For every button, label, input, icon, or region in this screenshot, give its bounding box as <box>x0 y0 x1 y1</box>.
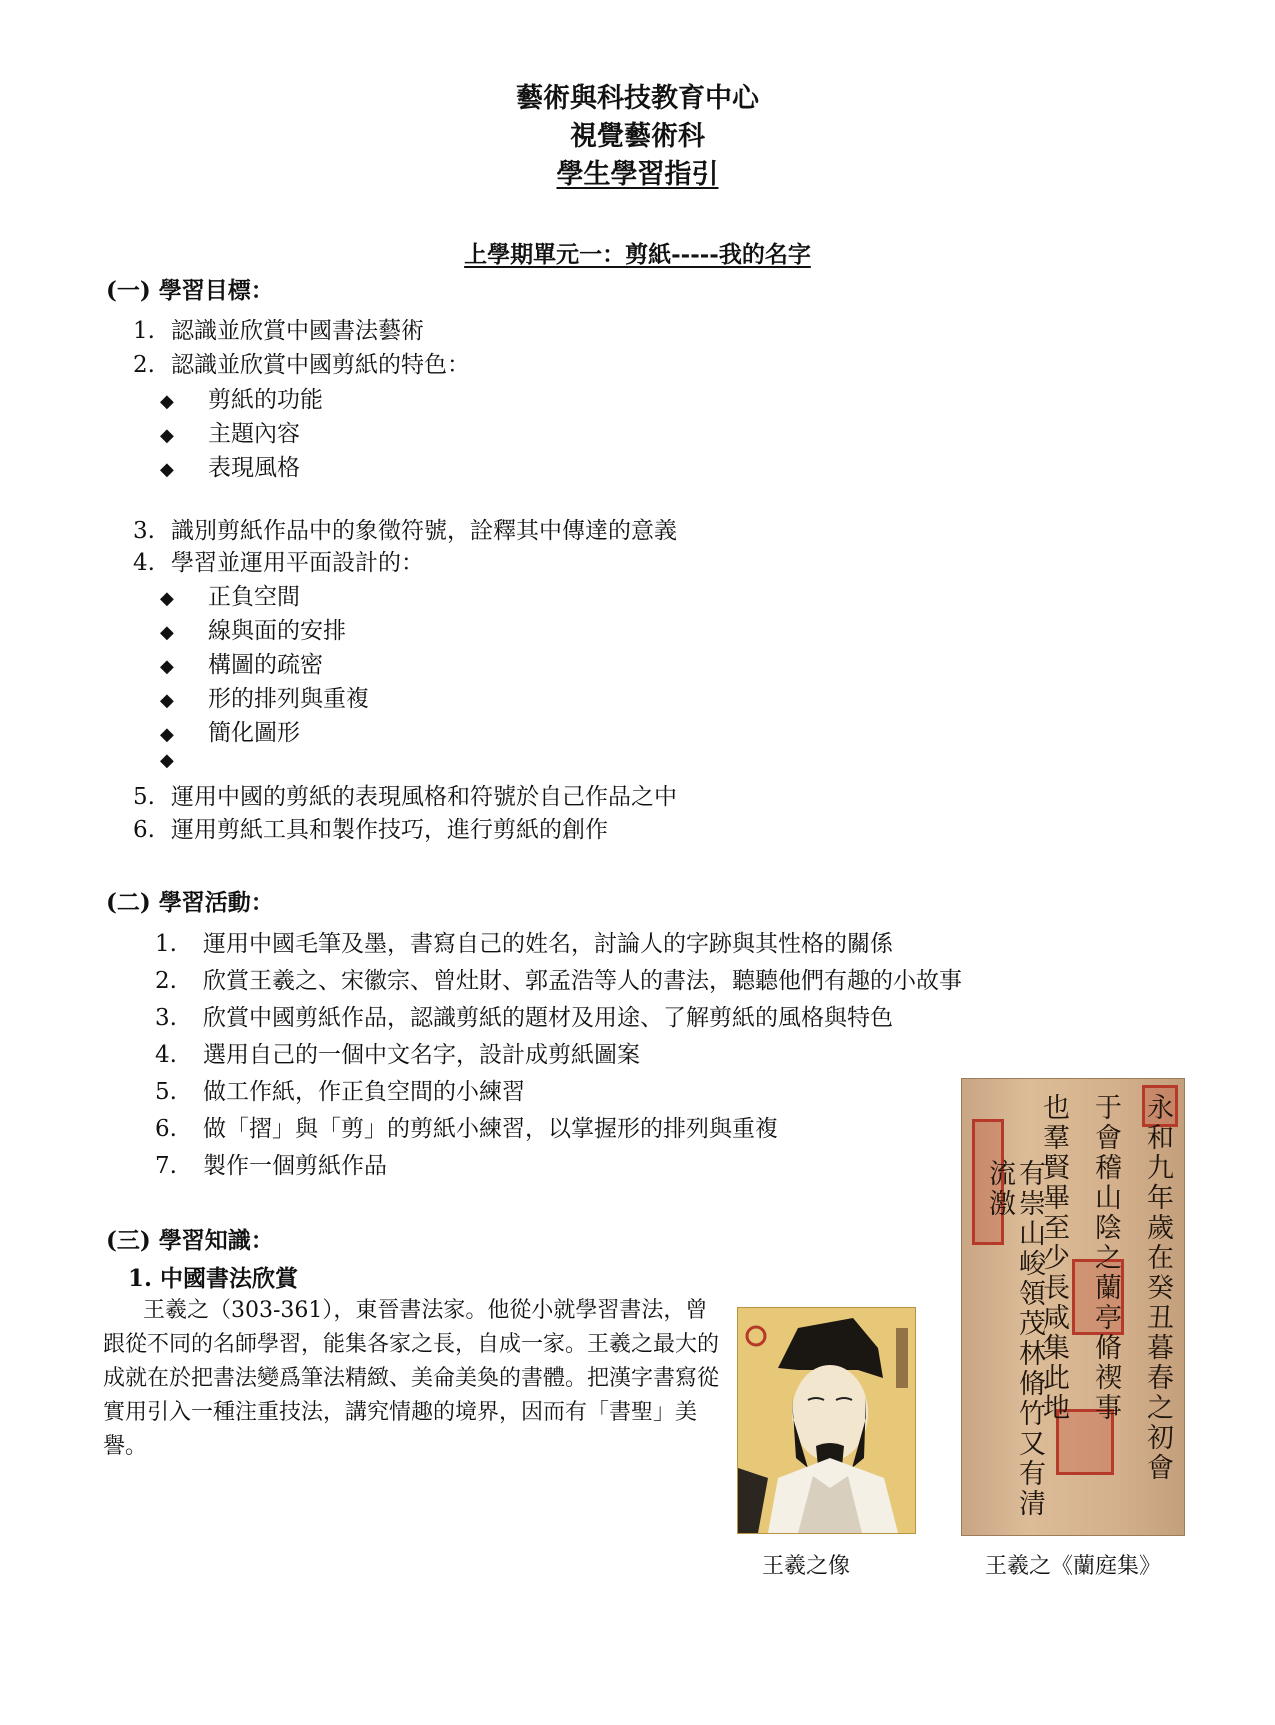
objective-bullet: ◆ 構圖的疏密 <box>160 652 323 678</box>
objective-bullet: ◆ 表現風格 <box>160 455 300 481</box>
objective-bullet: ◆ 主題內容 <box>160 421 300 447</box>
objectives-heading: (一) 學習目標： <box>106 277 274 304</box>
objective-bullet: ◆ 形的排列與重複 <box>160 686 369 712</box>
diamond-bullet-icon: ◆ <box>160 750 174 771</box>
activity-item: 6. 做「摺」與「剪」的剪紙小練習，以掌握形的排列與重複 <box>155 1116 778 1142</box>
activity-item: 4. 選用自己的一個中文名字，設計成剪紙圖案 <box>155 1042 640 1068</box>
knowledge-subheading: 1. 中國書法欣賞 <box>128 1265 299 1292</box>
portrait-drawing <box>738 1308 915 1533</box>
header-line-1: 藝術與科技教育中心 <box>516 83 759 114</box>
objective-item-5 <box>133 778 677 811</box>
header-line-3: 學生學習指引 <box>556 159 719 190</box>
objective-bullet: ◆ 剪紙的功能 <box>160 387 323 413</box>
calligraphy-column: 有崇山峻領茂林脩竹又有清流激 <box>984 1159 1045 1519</box>
activity-item: 7. 製作一個剪紙作品 <box>155 1153 387 1179</box>
knowledge-heading: (三) 學習知識： <box>106 1227 274 1254</box>
wang-xizhi-paragraph <box>103 1294 719 1464</box>
objective-item-2 <box>133 346 470 379</box>
objective-bullet: ◆ 線與面的安排 <box>160 618 346 644</box>
objective-bullet: ◆ 正負空間 <box>160 584 300 610</box>
objective-text: 認識並欣賞中國書法藝術 <box>171 318 424 344</box>
portrait-caption: 王羲之像 <box>762 1554 851 1579</box>
activities-heading: (二) 學習活動： <box>106 889 274 916</box>
objective-number: 5. <box>133 784 155 810</box>
calligraphy-column: 永和九年歲在癸丑暮春之初會 <box>1142 1093 1173 1483</box>
objective-number: 6. <box>133 817 155 843</box>
objective-item-1 <box>133 312 424 345</box>
diamond-bullet-icon: ◆ <box>160 391 174 412</box>
objective-text: 認識並欣賞中國剪紙的特色： <box>171 352 470 378</box>
objective-text: 運用剪紙工具和製作技巧，進行剪紙的創作 <box>171 817 608 843</box>
activity-item: 2. 欣賞王羲之、宋徽宗、曾灶財、郭孟浩等人的書法，聽聽他們有趣的小故事 <box>155 968 962 994</box>
objective-item-3 <box>133 512 677 545</box>
calligraphy-caption: 王羲之《蘭庭集》 <box>985 1554 1162 1579</box>
objective-number: 1. <box>133 318 155 344</box>
diamond-bullet-icon: ◆ <box>160 690 174 711</box>
objective-number: 3. <box>133 518 155 544</box>
objective-number: 4. <box>133 550 155 576</box>
calligraphy-column: 也羣賢畢至少長咸集此地 <box>1038 1093 1069 1423</box>
diamond-bullet-icon: ◆ <box>160 459 174 480</box>
objective-bullet-empty <box>160 746 208 772</box>
diamond-bullet-icon: ◆ <box>160 588 174 609</box>
diamond-bullet-icon: ◆ <box>160 622 174 643</box>
unit-title: 上學期單元一：剪紙-----我的名字 <box>464 241 811 268</box>
diamond-bullet-icon: ◆ <box>160 724 174 745</box>
objective-bullet: ◆ 簡化圖形 <box>160 720 300 746</box>
wang-xizhi-portrait-image <box>737 1307 916 1534</box>
header-line-2: 視覺藝術科 <box>570 121 705 152</box>
calligraphy-column: 于會稽山陰之蘭亭脩禊事 <box>1090 1093 1121 1423</box>
activity-item: 3. 欣賞中國剪紙作品，認識剪紙的題材及用途、了解剪紙的風格與特色 <box>155 1005 893 1031</box>
paragraph-text: 王羲之（303-361），東晉書法家。他從小就學習書法，曾跟從不同的名師學習，能集各家之長，自成一家。王羲之最大的成就在於把書法變爲筆法精緻、美侖美奐的書體。把漢字書寫從實用引入一種注重技法，講究情趣的境界，因而有「書聖」美譽。 <box>103 1298 720 1459</box>
diamond-bullet-icon: ◆ <box>160 656 174 677</box>
objective-text: 識別剪紙作品中的象徵符號，詮釋其中傳達的意義 <box>171 518 677 544</box>
lanting-calligraphy-image <box>961 1078 1185 1536</box>
document-header <box>0 80 1275 194</box>
diamond-bullet-icon: ◆ <box>160 425 174 446</box>
objective-number: 2. <box>133 352 155 378</box>
objective-text: 學習並運用平面設計的： <box>171 550 424 576</box>
activity-item: 1. 運用中國毛筆及墨，書寫自己的姓名，討論人的字跡與其性格的關係 <box>155 931 893 957</box>
objective-item-4 <box>133 544 424 577</box>
objective-text: 運用中國的剪紙的表現風格和符號於自己作品之中 <box>171 784 677 810</box>
activity-item: 5. 做工作紙，作正負空間的小練習 <box>155 1079 525 1105</box>
objective-item-6 <box>133 811 608 844</box>
